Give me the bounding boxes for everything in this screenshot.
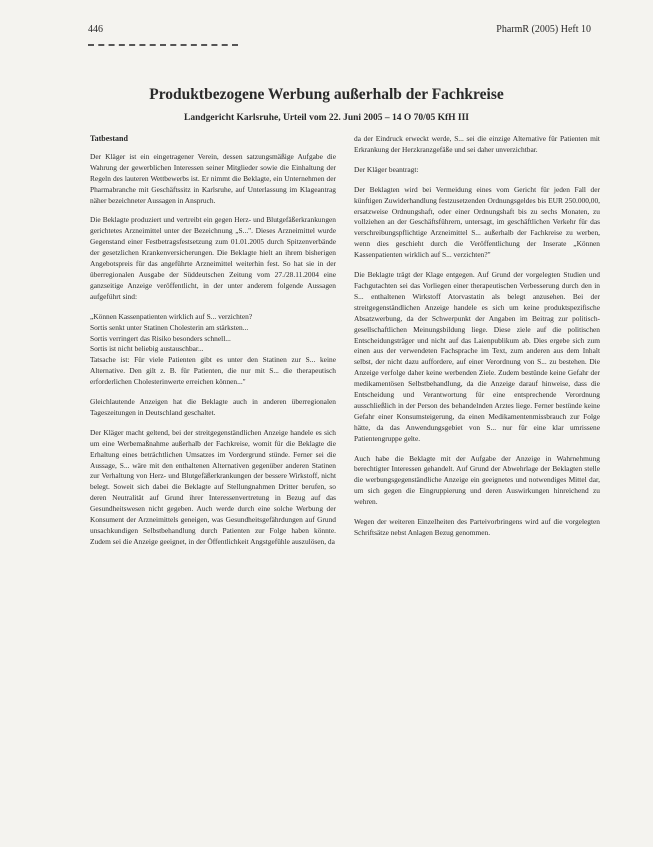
paragraph: Der Kläger beantragt:	[354, 164, 419, 174]
paragraph: Wegen der weiteren Einzelheiten des Parteivorbringens wird auf die vorgelegten Schriftsätze nebst Anlagen Bezug genommen.	[354, 517, 600, 537]
paragraph: Die Beklagte produziert und vertreibt ein gegen Herz- und Blutgefäßerkrankungen gerichtetes Arzneimittel unter der Bezeichnung „S...". Dieses Arzneimittel wurde Gegenstand einer Festbetragsfestsetzung zum 01.01.2005 durch Spitzenverbände der gesetzlichen Krankenversicherungen. Die Beklagte hielt an ihrem bisherigen Angebotspreis für das angeführte Arzneimittel weiterhin fest. So hat sie in der überregionalen Ausgabe der Süddeutschen Zeitung vom 27./28.11.2004 eine ganzseitige Anzeige veröffentlicht, in der unter anderem folgende Aussagen aufgeführt sind:	[90, 215, 336, 301]
page-number: 446	[88, 24, 103, 35]
left-column	[90, 134, 336, 557]
header-rule	[88, 44, 238, 46]
paragraph: da der Eindruck erweckt werde, S... sei die einzige Alternative für Patienten mit Erkrankung der Herzkranzgefäße und sei daher unverzichtbar.	[354, 134, 600, 154]
quote-line: Sortis verringert das Risiko besonders schnell...	[90, 333, 231, 343]
quote-line: „Können Kassenpatienten wirklich auf S... verzichten?	[90, 311, 253, 321]
advertisement-quote	[90, 312, 336, 388]
article-subtitle: Landgericht Karlsruhe, Urteil vom 22. Juni 2005 – 14 O 70/05 KfH III	[184, 113, 469, 123]
quote-line: Sortis ist nicht beliebig austauschbar...	[90, 344, 204, 354]
paragraph: Gleichlautende Anzeigen hat die Beklagte auch in anderen überregionalen Tageszeitungen in Deutschland geschaltet.	[90, 397, 336, 417]
paragraph: Auch habe die Beklagte mit der Aufgabe der Anzeige in Wahrnehmung berechtigter Interessen gehandelt. Auf Grund der Abwehrlage der Beklagten stelle die werbungsgegenständliche Anzeige ein geeignetes und notwendiges Mittel dar, um sich gegen die Eingruppierung und deren Auswirkungen hinreichend zu wehren.	[354, 453, 600, 507]
paragraph: Der Kläger macht geltend, bei der streitgegenständlichen Anzeige handele es sich um eine Werbemaßnahme außerhalb der Fachkreise, womit für die Beklagte die Erhaltung eines beträchtlichen Umsatzes im Vordergrund stünde. Ferner sei die Aussage, S... wäre mit den enthaltenen Alternativen gegenüber anderen Statinen zur Verhaltung von Herz- und Blutgefäßerkrankungen der bessere Wirkstoff, nicht belegt. Soweit sich dabei die Beklagte auf Stellungnahmen Dritter berufen, so deren Neutralität auf Grund ihrer Interessenvertretung in Bezug auf das Gesundheitswesen nicht gegeben. Auch werde durch eine solche Werbung der Konsument der Arzneimittels geneigen, was Gesundheitsgefährdungen auf Grund unsachkundigen Selbstbehandlung durch Patienten zur Folge haben könnte. Zudem sei die Anzeige geeignet, in der Öffentlichkeit Angstgefühle auszulösen, da	[90, 427, 336, 546]
paragraph: Der Beklagten wird bei Vermeidung eines vom Gericht für jeden Fall der künftigen Zuwiderhandlung festzusetzenden Ordnungsgeldes bis EUR 250.000,00, ersatzweise Ordnungshaft, oder einer Ordnungshaft bis zu sechs Monaten, zu vollziehen an der Geschäftsführern, untersagt, im geschäftlichen Verkehr für das verschreibungspflichtige Arzneimittel S... außerhalb der Fachkreise zu werben, wenn dies geschieht durch die Veröffentlichung der Inserate „Können Kassenpatienten wirklich auf S... verzichten?"	[354, 184, 600, 260]
article-title: Produktbezogene Werbung außerhalb der Fachkreise	[149, 86, 504, 103]
journal-citation: PharmR (2005) Heft 10	[496, 24, 591, 35]
paragraph: Die Beklagte trägt der Klage entgegen. Auf Grund der vorgelegten Studien und Fachgutachten sei das Vorliegen einer therapeutischen Verbesserung durch den in S... enthaltenen Wirkstoff Atorvastatin als belegt anzusehen. Bei der streitgegenständlichen Anzeige handele es sich um keine produktspezifische Absatzwerbung, da der Schwerpunkt der Angaben im Beitrag zur politisch-gesellschaftlichen Meinungsbildung liege. Diese ziele auf die politischen Entscheidungsträger und nicht auf das Laienpublikum ab. Dies ergebe sich zum einen aus der verwendeten Fachsprache im Text, zum anderen aus dem Inhalt selbst, der nicht dazu auffordere, auf einer Verordnung von S... zu bestehen. Die Anzeige verfolge daher keine werbenden Ziele. Zudem bestünde keine Gefahr der medikamentösen Selbstbehandlung, da die Anzeige darauf hinweise, dass die Entscheidung und Verantwortung für eine entsprechende Verordnung ausschließlich in der Person des behandelnden Arztes liege. Ferner bestünde keine Gefahr einer Konsumsteigerung, da einen Medikamentenmissbrauch zur Folge hätte, da das Anwendungsgebiet von S... nur für eine klar umrissene Patientengruppe gelte.	[354, 270, 600, 443]
paragraph: Der Kläger ist ein eingetragener Verein, dessen satzungsmäßige Aufgabe die Wahrung der gewerblichen Interessen seiner Mitglieder sowie die Einhaltung der Regeln des lauteren Wettbewerbs ist. Er nimmt die Beklagte, ein Unternehmen der Pharmabranche mit Geschäftssitz in Karlsruhe, auf Unterlassung im Klageantrag näher bezeichneter Aussagen in Anspruch.	[90, 151, 336, 205]
section-heading: Tatbestand	[90, 134, 128, 143]
quote-line: Sortis senkt unter Statinen Cholesterin am stärksten...	[90, 322, 249, 332]
quote-line: Tatsache ist: Für viele Patienten gibt es unter den Statinen zur S... keine Alternative. Den gilt z. B. für Patienten, die nur mit S... die therapeutisch erforderlichen Cholesterinwerte erreichen können..."	[90, 355, 336, 387]
right-column	[354, 134, 600, 548]
